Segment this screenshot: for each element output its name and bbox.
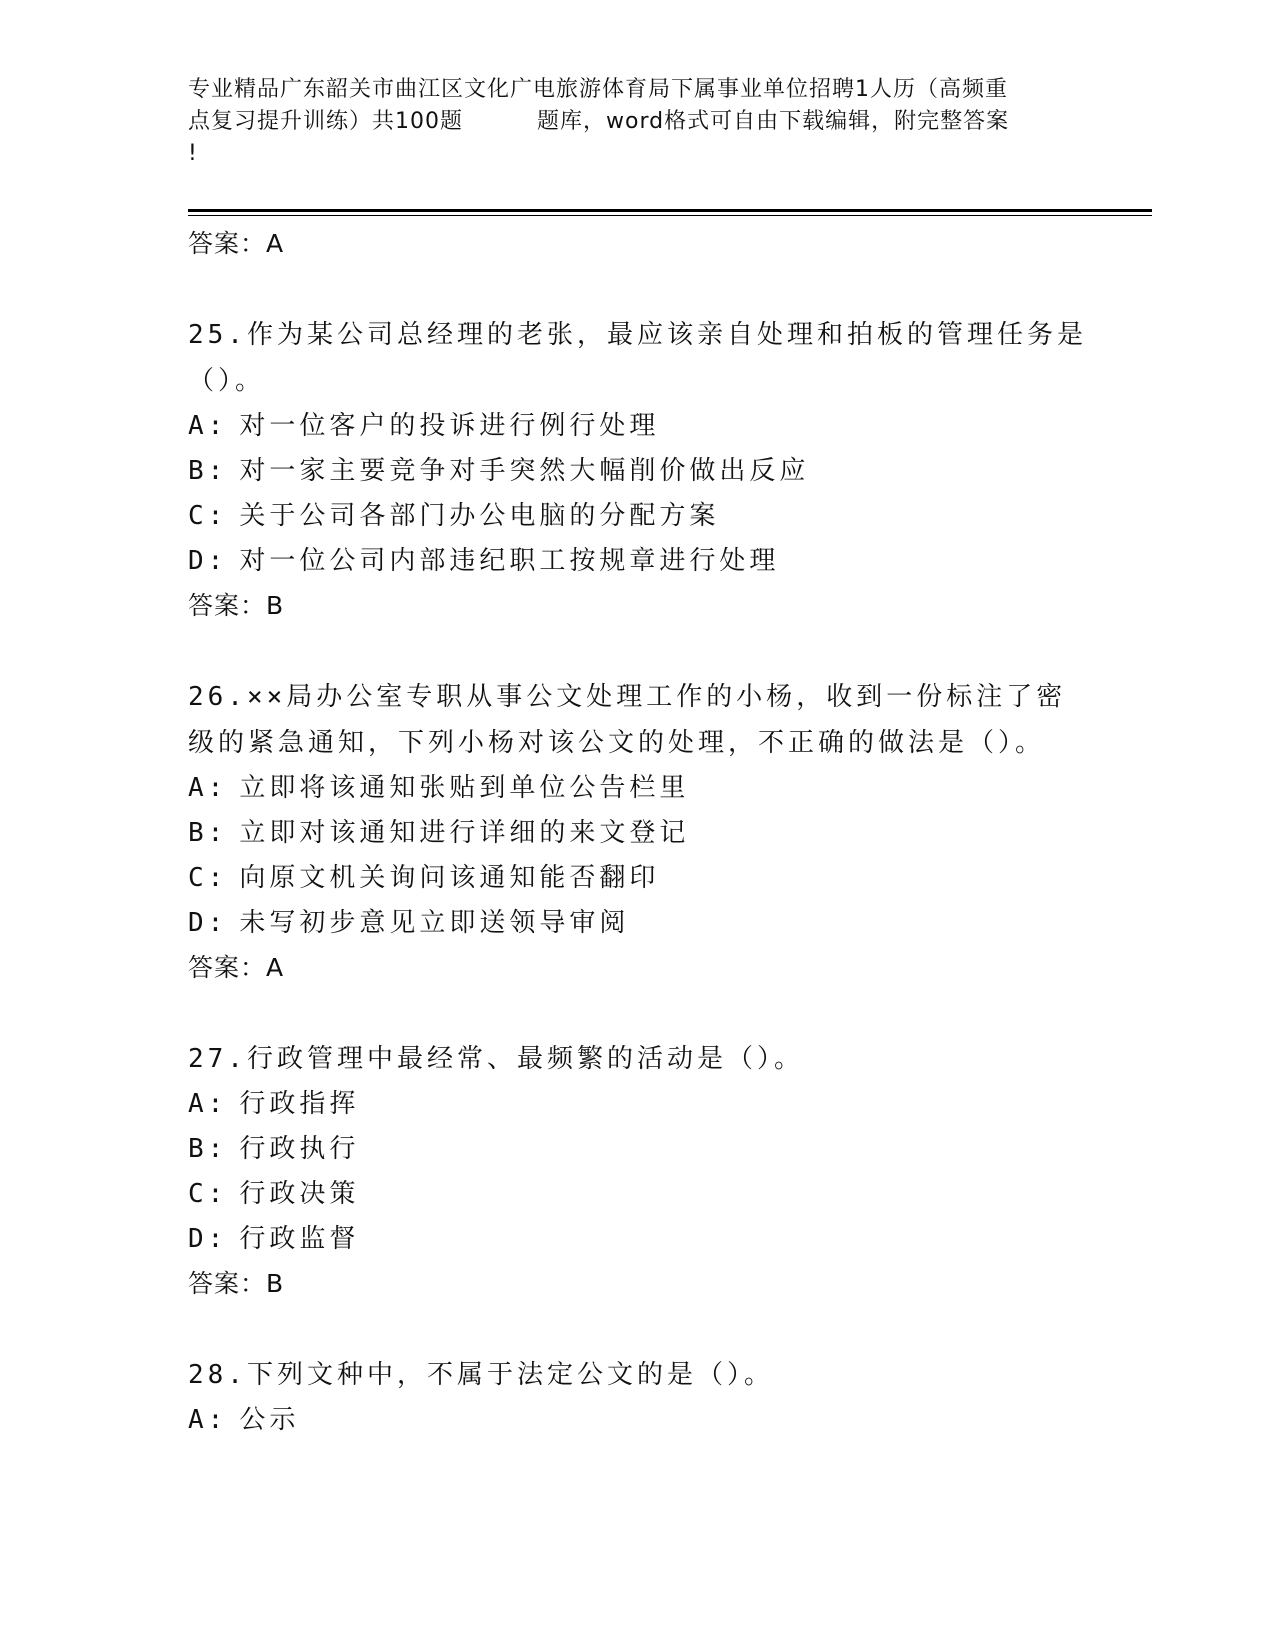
option-text: 立即将该通知张贴到单位公告栏里 xyxy=(239,773,690,803)
option-letter: A: xyxy=(188,1405,228,1435)
question-28 xyxy=(188,1352,1088,1443)
header-line-2 xyxy=(188,106,1088,138)
option-a xyxy=(188,1398,1088,1443)
question-26 xyxy=(188,674,1088,990)
option-d xyxy=(188,539,1088,584)
header-divider-thin xyxy=(188,215,1152,216)
option-text: 对一位公司内部违纪职工按规章进行处理 xyxy=(239,546,780,576)
option-text: 立即对该通知进行详细的来文登记 xyxy=(239,818,690,848)
option-text: 关于公司各部门办公电脑的分配方案 xyxy=(239,501,720,531)
option-a xyxy=(188,766,1088,811)
option-c xyxy=(188,494,1088,539)
header-line-1: 专业精品广东韶关市曲江区文化广电旅游体育局下属事业单位招聘1人历（高频重 xyxy=(188,77,1008,102)
option-d xyxy=(188,1217,1088,1262)
header-line-2-left: 点复习提升训练）共100题 xyxy=(188,109,463,134)
option-b xyxy=(188,811,1088,856)
question-stem: 28.下列文种中，不属于法定公文的是（）。 xyxy=(188,1360,774,1390)
option-a xyxy=(188,1082,1088,1127)
question-27 xyxy=(188,1036,1088,1306)
option-text: 对一位客户的投诉进行例行处理 xyxy=(239,411,660,441)
option-text: 行政执行 xyxy=(239,1134,360,1164)
option-b xyxy=(188,449,1088,494)
option-d xyxy=(188,901,1088,946)
document-header xyxy=(188,74,1088,170)
option-letter: D: xyxy=(188,908,228,938)
option-text: 对一家主要竞争对手突然大幅削价做出反应 xyxy=(239,456,810,486)
option-a xyxy=(188,404,1088,449)
question-stem: 26.××局办公室专职从事公文处理工作的小杨，收到一份标注了密级的紧急通知，下列小杨对该公文的处理，不正确的做法是（）。 xyxy=(188,682,1067,758)
question-25 xyxy=(188,312,1088,628)
question-answer: 答案：B xyxy=(188,1269,285,1298)
option-letter: A: xyxy=(188,411,228,441)
option-letter: C: xyxy=(188,1179,228,1209)
option-text: 公示 xyxy=(239,1405,300,1435)
header-divider-thick xyxy=(188,209,1152,212)
option-text: 行政监督 xyxy=(239,1224,360,1254)
option-letter: A: xyxy=(188,1089,228,1119)
question-stem: 25.作为某公司总经理的老张，最应该亲自处理和拍板的管理任务是（）。 xyxy=(188,320,1087,396)
question-answer: 答案：B xyxy=(188,591,285,620)
question-list xyxy=(188,222,1088,1443)
option-text: 向原文机关询问该通知能否翻印 xyxy=(239,863,660,893)
question-answer: 答案：A xyxy=(188,953,285,982)
question-stem: 27.行政管理中最经常、最频繁的活动是（）。 xyxy=(188,1044,804,1074)
option-c xyxy=(188,856,1088,901)
header-line-3: ! xyxy=(188,141,198,166)
option-b xyxy=(188,1127,1088,1172)
option-letter: B: xyxy=(188,456,228,486)
option-letter: D: xyxy=(188,1224,228,1254)
option-letter: D: xyxy=(188,546,228,576)
header-line-2-right: 题库，word格式可自由下载编辑，附完整答案 xyxy=(537,109,1010,134)
option-letter: A: xyxy=(188,773,228,803)
option-text: 行政指挥 xyxy=(239,1089,360,1119)
option-letter: C: xyxy=(188,863,228,893)
option-text: 行政决策 xyxy=(239,1179,360,1209)
option-text: 未写初步意见立即送领导审阅 xyxy=(239,908,630,938)
option-c xyxy=(188,1172,1088,1217)
option-letter: B: xyxy=(188,818,228,848)
option-letter: B: xyxy=(188,1134,228,1164)
option-letter: C: xyxy=(188,501,228,531)
previous-answer: 答案：A xyxy=(188,229,285,258)
